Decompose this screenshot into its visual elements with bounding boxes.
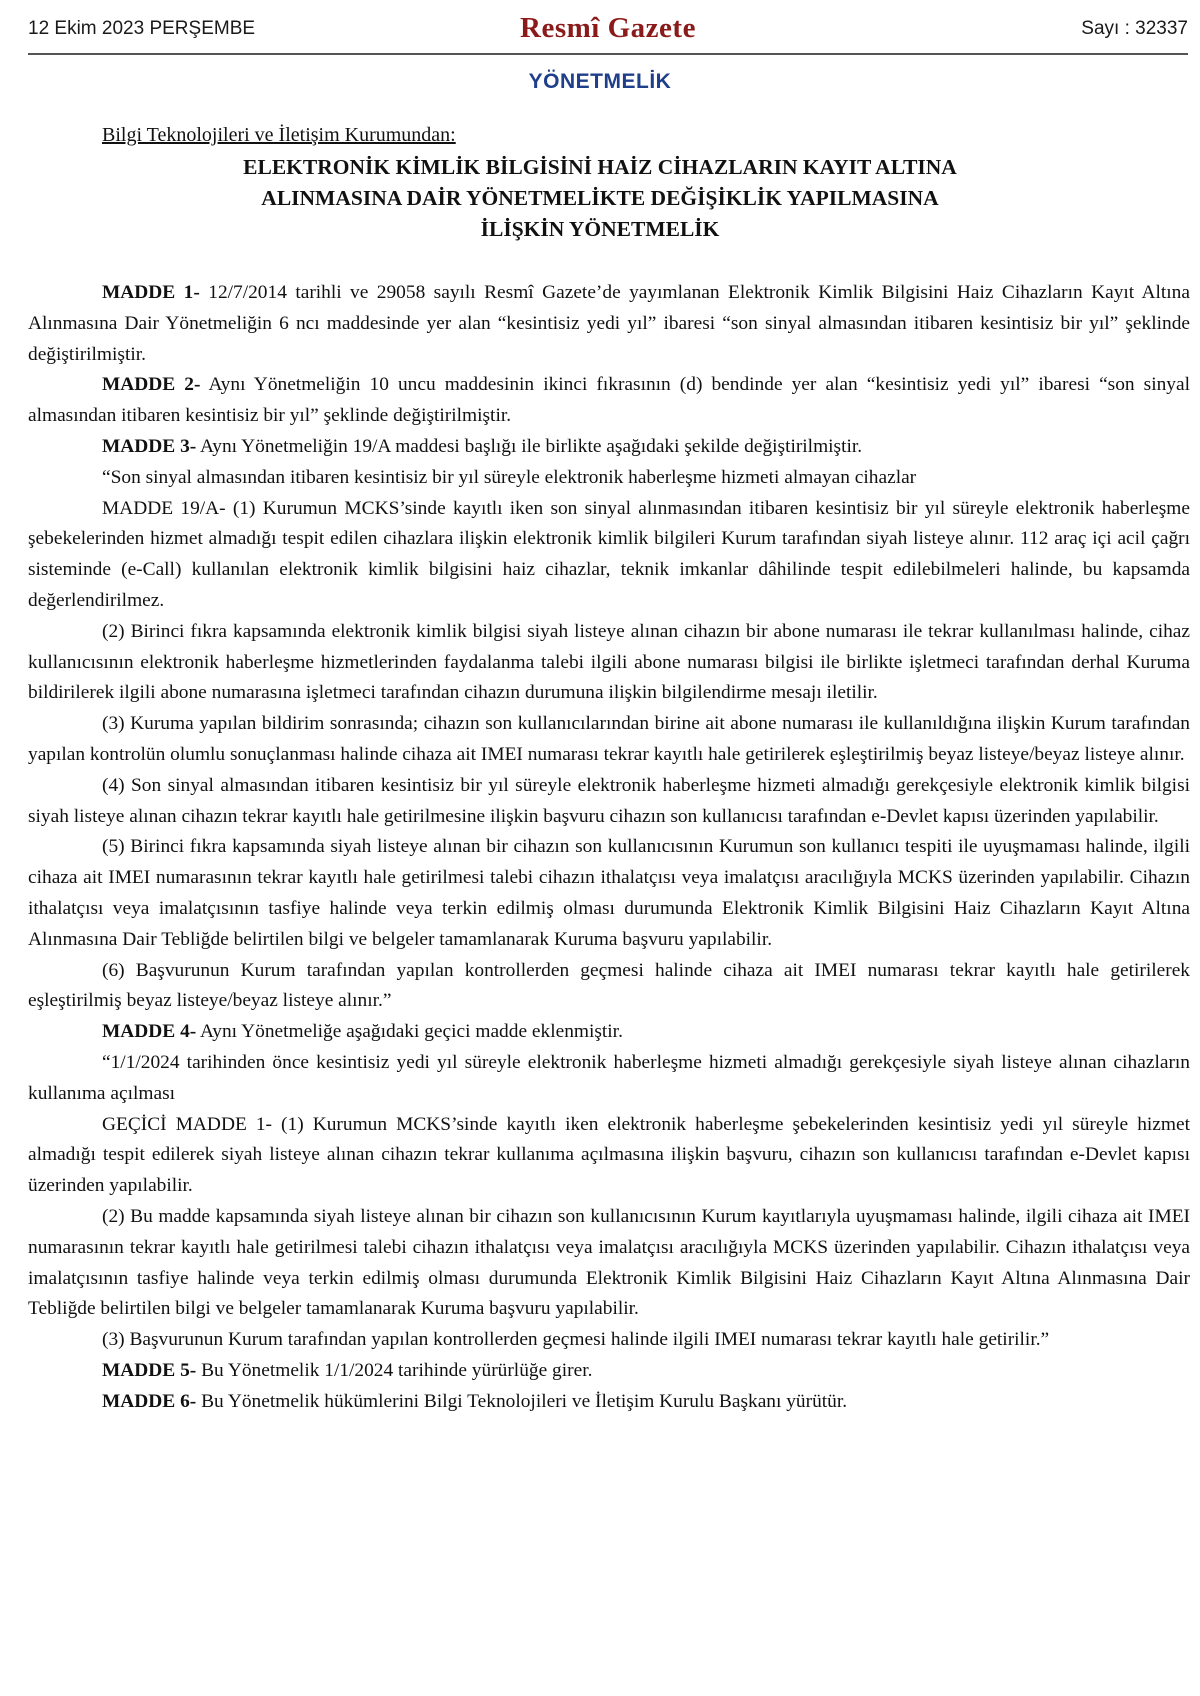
article-3 [28,432,1190,463]
article-text: Bu Yönetmelik hükümlerini Bilgi Teknolojileri ve İletişim Kurulu Başkanı yürütür. [196,1390,848,1412]
article-text: Bu Yönetmelik 1/1/2024 tarihinde yürürlüğe girer. [196,1359,593,1381]
page-header [28,14,1188,54]
article-paragraph: (3) Başvurunun Kurum tarafından yapılan kontrollerden geçmesi halinde ilgili IMEI numarası tekrar kayıtlı hale getirilir.” [102,1329,1050,1351]
article-paragraph: (2) Birinci fıkra kapsamında elektronik kimlik bilgisi siyah listeye alınan cihazın bir abone numarası ile tekrar kullanılması halinde, cihaz kullanıcısının elektronik haberleşme hizmetlerinden faydalanma talebi ilgili abone numarası bilgisi ile birlikte işletmeci tarafından derhal Kuruma bildirilerek ilgili abone numarasına işletmeci tarafından cihazın durumuna ilişkin bilgilendirme mesajı iletilir. [28,620,1190,704]
article-label: MADDE 3- [102,435,197,457]
article-text: Aynı Yönetmeliğin 10 uncu maddesinin ikinci fıkrasının (d) bendinde yer alan “kesintisiz yedi yıl” ibaresi “son sinyal almasından itibaren kesintisiz bir yıl” şeklinde değiştirilmiştir. [28,374,1190,427]
article-paragraph: (6) Başvurunun Kurum tarafından yapılan kontrollerden geçmesi halinde cihaza ait IMEI numarası tekrar kayıtlı hale getirilerek eşleştirilmiş beyaz listeye/beyaz listeye alınır.” [28,959,1190,1012]
article-4 [28,1017,1190,1048]
article-paragraph: (2) Bu madde kapsamında siyah listeye alınan bir cihazın son kullanıcısının Kurum kayıtlarıyla uyuşmaması halinde, ilgili cihaza ait IMEI numarasının tekrar kayıtlı hale getirilmesi talebi cihazın ithalatçısı veya imalatçısı aracılığıyla MCKS üzerinden yapılabilir. Cihazın ithalatçısı veya imalatçısının tasfiye halinde veya terkin edilmiş olması durumunda Elektronik Kimlik Bilgisini Haiz Cihazların Kayıt Altına Alınmasına Dair Tebliğde belirtilen bilgi ve belgeler tamamlanarak Kuruma başvuru yapılabilir. [28,1205,1190,1320]
header-divider [28,53,1188,55]
article-text: Aynı Yönetmeliğin 19/A maddesi başlığı ile birlikte aşağıdaki şekilde değiştirilmiştir. [196,435,863,457]
regulation-body [28,278,1190,1417]
article-text: 12/7/2014 tarihli ve 29058 sayılı Resmî Gazete’de yayımlanan Elektronik Kimlik Bilgisini Haiz Cihazların Kayıt Altına Alınmasına Dair Yönetmeliğin 6 ncı maddesinde yer alan “kesintisiz yedi yıl” ibaresi “son sinyal almasından itibaren kesintisiz bir yıl” şeklinde değiştirilmiştir. [28,282,1190,365]
section-label: YÖNETMELİK [528,70,672,93]
issue-number: Sayı : 32337 [1081,18,1188,39]
title-line: ELEKTRONİK KİMLİK BİLGİSİNİ HAİZ CİHAZLARIN KAYIT ALTINA [243,155,957,179]
article-paragraph: GEÇİCİ MADDE 1- (1) Kurumun MCKS’sinde kayıtlı iken elektronik haberleşme şebekelerinden kesintisiz yedi yıl süreyle hizmet almadığı tespit edilerek siyah listeye alınan cihazın tekrar kullanıma açılmasına ilişkin başvuru, cihazın son kullanıcısı tarafından e-Devlet kapısı üzerinden yapılabilir. [28,1113,1190,1197]
article-label: MADDE 5- [102,1359,197,1381]
article-paragraph: (5) Birinci fıkra kapsamında siyah listeye alınan bir cihazın son kullanıcısının Kurumun son kullanıcı tespiti ile uyuşmaması halinde, ilgili cihaza ait IMEI numarasının tekrar kayıtlı hale getirilmesi talebi cihazın ithalatçısı veya imalatçısı aracılığıyla MCKS üzerinden yapılabilir. Cihazın ithalatçısı veya imalatçısının tasfiye halinde veya terkin edilmiş olması durumunda Elektronik Kimlik Bilgisini Haiz Cihazların Kayıt Altına Alınmasına Dair Tebliğde belirtilen bilgi ve belgeler tamamlanarak Kuruma başvuru yapılabilir. [28,836,1190,950]
article-heading: “Son sinyal almasından itibaren kesintisiz bir yıl süreyle elektronik haberleşme hizmeti almayan cihazlar [102,466,917,488]
article-6 [28,1387,1190,1418]
article-label: MADDE 6- [102,1390,197,1412]
article-5 [28,1356,1190,1387]
article-paragraph: MADDE 19/A- (1) Kurumun MCKS’sinde kayıtlı iken son sinyal alınmasından itibaren kesintisiz bir yıl süreyle elektronik haberleşme şebekelerinden hizmet almadığı tespit edilen cihazlara ilişkin elektronik kimlik bilgileri Kurum tarafından siyah listeye alınır. 112 araç içi acil çağrı sisteminde (e-Call) kullanılan elektronik kimlik bilgisini haiz cihazlar, teknik imkanlar dâhilinde tespit edilebilmeleri halinde, bu kapsamda değerlendirilmez. [28,497,1190,611]
title-line: ALINMASINA DAİR YÖNETMELİKTE DEĞİŞİKLİK YAPILMASINA [261,186,939,210]
title-line: İLİŞKİN YÖNETMELİK [480,217,720,241]
issuing-authority: Bilgi Teknolojileri ve İletişim Kurumundan: [102,124,456,146]
article-paragraph: (3) Kuruma yapılan bildirim sonrasında; cihazın son kullanıcılarından birine ait abone numarası ile kullanıldığına ilişkin Kurum tarafından yapılan kontrolün olumlu sonuçlanması halinde cihaza ait IMEI numarası tekrar kayıtlı hale getirilerek eşleştirilmiş beyaz listeye/beyaz listeye alınır. [28,713,1190,765]
article-2 [28,370,1190,432]
gazette-masthead: Resmî Gazete [520,12,696,44]
article-1 [28,278,1190,370]
regulation-title [0,152,1200,245]
article-heading: “1/1/2024 tarihinden önce kesintisiz yedi yıl süreyle elektronik haberleşme hizmeti almadığı gerekçesiyle siyah listeye alınan cihazların kullanıma açılması [28,1051,1190,1104]
article-label: MADDE 1- [102,282,200,303]
article-paragraph: (4) Son sinyal almasından itibaren kesintisiz bir yıl süreyle elektronik haberleşme hizmeti almadığı gerekçesiyle elektronik kimlik bilgisi siyah listeye alınan cihazın tekrar kayıtlı hale getirilmesine ilişkin başvuru cihazın son kullanıcısı tarafından e-Devlet kapısı üzerinden yapılabilir. [28,774,1190,827]
header-date: 12 Ekim 2023 PERŞEMBE [28,18,256,39]
article-text: Aynı Yönetmeliğe aşağıdaki geçici madde eklenmiştir. [196,1021,623,1043]
article-label: MADDE 4- [102,1021,197,1043]
article-label: MADDE 2- [102,374,201,396]
